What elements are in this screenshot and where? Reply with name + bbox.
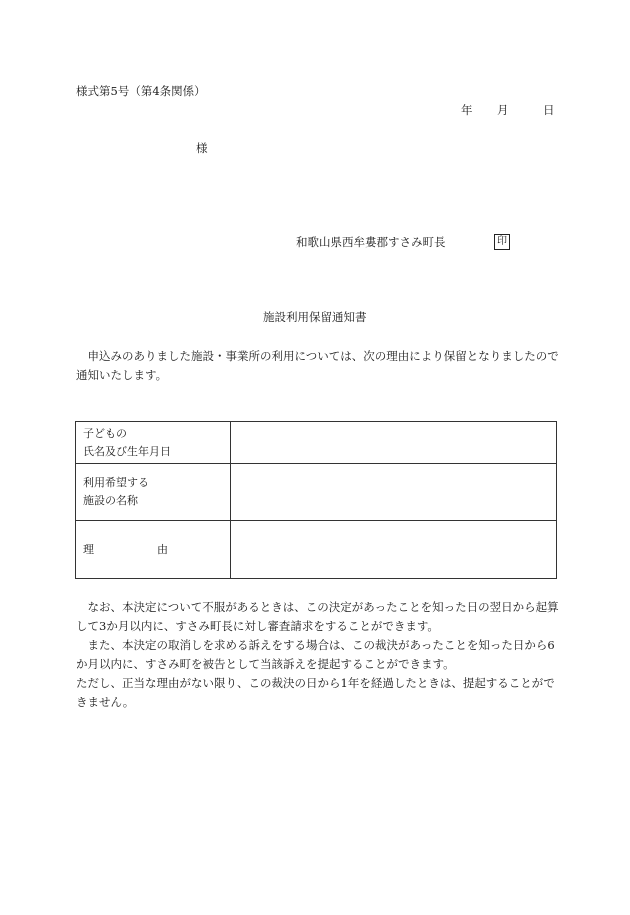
date-month-label: 月 (497, 103, 509, 117)
facility-name-value (231, 464, 557, 521)
notice-section (76, 598, 559, 712)
reason-label (76, 521, 231, 579)
table-row-child (76, 422, 557, 464)
table-row-facility (76, 464, 557, 521)
child-name-dob-label (76, 422, 231, 464)
addressee-honorific: 様 (196, 141, 208, 155)
date-day-label: 日 (543, 103, 555, 117)
child-name-dob-value (231, 422, 557, 464)
form-number: 様式第5号（第4条関係） (76, 84, 206, 98)
document-title: 施設利用保留通知書 (263, 310, 367, 324)
label-line: 子どもの (83, 426, 127, 440)
info-table (75, 421, 557, 579)
facility-name-label (76, 464, 231, 521)
table-row-reason (76, 521, 557, 579)
seal-stamp: 印 (494, 234, 510, 250)
label-line: 施設の名称 (83, 494, 138, 507)
reason-label-char: 由 (157, 542, 168, 556)
appeal-notice-paragraph: なお、本決定について不服があるときは、この決定があったことを知った日の翌日から起算して3か月以内に、すさみ町長に対し審査請求をすることができます。 (76, 600, 559, 633)
date-year-label: 年 (461, 103, 473, 117)
issuer-name: 和歌山県西牟婁郡すさみ町長 (296, 235, 446, 249)
intro-paragraph: 申込みのありました施設・事業所の利用については、次の理由により保留となりましたので通知いたします。 (76, 349, 559, 382)
reason-label-char: 理 (83, 542, 94, 556)
label-line: 氏名及び生年月日 (83, 444, 171, 458)
reason-value (231, 521, 557, 579)
label-line: 利用希望する (83, 476, 149, 489)
proviso-paragraph: ただし、正当な理由がない限り、この裁決の日から1年を経過したときは、提起することができません。 (76, 676, 555, 709)
lawsuit-notice-paragraph: また、本決定の取消しを求める訴えをする場合は、この裁決があったことを知った日から6か月以内に、すさみ町を被告として当該訴えを提起することができます。 (76, 638, 555, 671)
